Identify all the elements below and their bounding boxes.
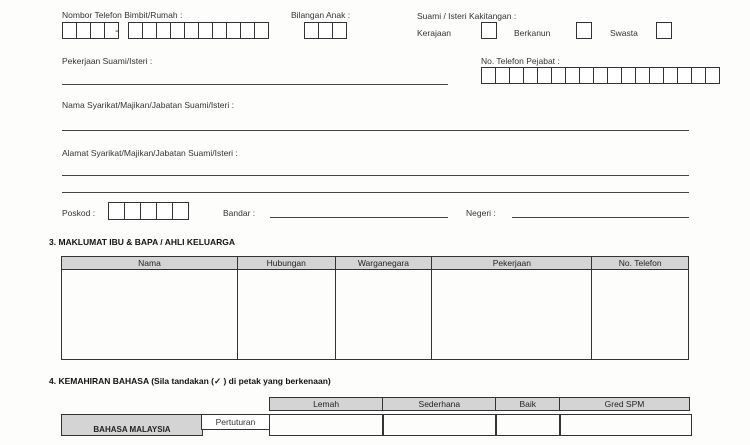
- postcode-label: Poskod :: [62, 208, 96, 218]
- state-label: Negeri :: [466, 208, 496, 218]
- city-label: Bandar :: [223, 208, 256, 218]
- option-swasta-checkbox[interactable]: [656, 22, 672, 39]
- children-boxes[interactable]: [304, 22, 346, 39]
- company-address-line-1[interactable]: [62, 175, 689, 176]
- sub-pertuturan: Pertuturan: [201, 414, 270, 430]
- col-nama: Nama: [62, 257, 238, 270]
- cell-hubungan[interactable]: [237, 270, 335, 360]
- office-phone-boxes[interactable]: [481, 67, 719, 84]
- row-bahasa-malaysia: BAHASA MALAYSIA: [61, 414, 203, 436]
- company-address-line-2[interactable]: [62, 192, 689, 193]
- family-table: [61, 256, 689, 360]
- spouse-employee-label: Suami / Isteri Kakitangan :: [417, 11, 517, 21]
- language-table-header: [269, 397, 690, 411]
- option-berkanun-label: Berkanun: [514, 28, 551, 38]
- spouse-job-label: Pekerjaan Suami/Isteri :: [62, 56, 153, 66]
- option-kerajaan-checkbox[interactable]: [481, 22, 497, 39]
- phone-prefix-boxes[interactable]: [62, 22, 118, 39]
- col-sederhana: Sederhana: [383, 398, 496, 411]
- state-line[interactable]: [512, 217, 689, 218]
- col-baik: Baik: [496, 398, 560, 411]
- postcode-boxes[interactable]: [108, 202, 188, 220]
- cell-warganegara[interactable]: [335, 270, 432, 360]
- cell-nama[interactable]: [62, 270, 238, 360]
- cell-pertuturan-sederhana[interactable]: [382, 414, 497, 436]
- cell-pertuturan-baik[interactable]: [495, 414, 561, 436]
- cell-no-telefon[interactable]: [592, 270, 689, 360]
- office-phone-label: No. Telefon Pejabat :: [481, 56, 560, 66]
- col-lemah: Lemah: [270, 398, 383, 411]
- spouse-job-line[interactable]: [62, 84, 448, 85]
- company-name-label: Nama Syarikat/Majikan/Jabatan Suami/Isteri :: [62, 100, 234, 110]
- col-hubungan: Hubungan: [237, 257, 335, 270]
- section3-title: 3. MAKLUMAT IBU & BAPA / AHLI KELUARGA: [49, 237, 236, 247]
- col-no-telefon: No. Telefon: [592, 257, 689, 270]
- company-name-line[interactable]: [62, 130, 689, 131]
- option-kerajaan-label: Kerajaan: [417, 28, 452, 38]
- cell-gred-spm[interactable]: [559, 414, 692, 436]
- children-label: Bilangan Anak :: [291, 10, 351, 20]
- option-swasta-label: Swasta: [610, 28, 638, 38]
- city-line[interactable]: [270, 217, 448, 218]
- phone-label: Nombor Telefon Bimbit/Rumah :: [62, 10, 183, 20]
- option-berkanun-checkbox[interactable]: [576, 22, 592, 39]
- phone-dash: -: [115, 25, 119, 37]
- section4-note: (Sila tandakan (✓ ) di petak yang berkenaan): [151, 376, 331, 386]
- section4-title: 4. KEMAHIRAN BAHASA: [49, 376, 149, 386]
- section4-heading: [49, 376, 331, 387]
- company-address-label: Alamat Syarikat/Majikan/Jabatan Suami/Isteri :: [62, 148, 238, 158]
- col-warganegara: Warganegara: [335, 257, 432, 270]
- cell-pekerjaan[interactable]: [432, 270, 592, 360]
- phone-number-boxes[interactable]: [128, 22, 268, 39]
- cell-pertuturan-lemah[interactable]: [269, 414, 384, 436]
- col-pekerjaan: Pekerjaan: [432, 257, 592, 270]
- col-gred-spm: Gred SPM: [560, 398, 690, 411]
